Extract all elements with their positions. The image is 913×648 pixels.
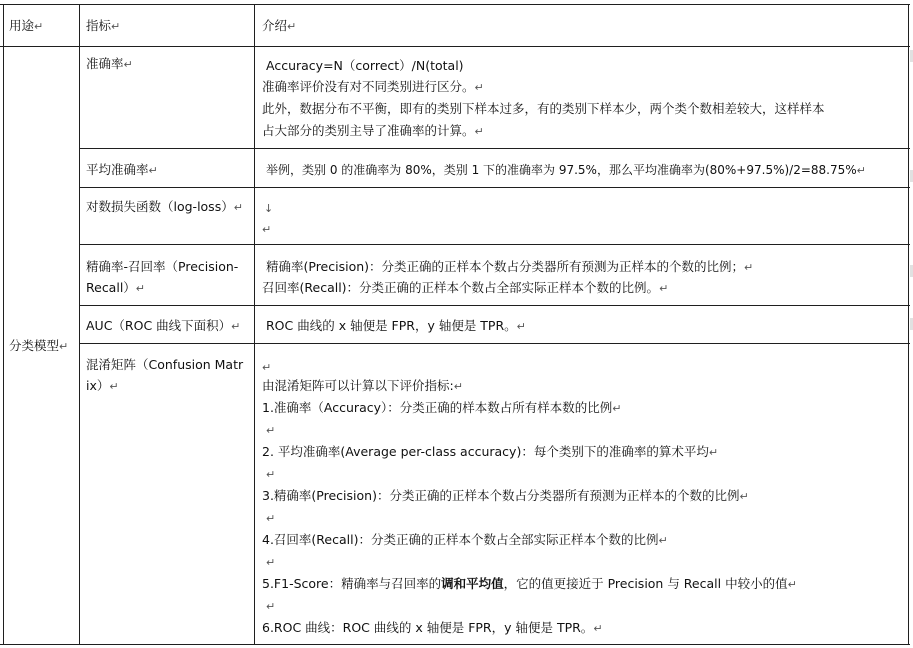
desc-line: 准确率评价没有对不同类别进行区分。↵	[262, 79, 484, 94]
header-metric	[86, 18, 120, 35]
row-border	[79, 244, 910, 245]
desc-line: 3.精确率(Precision)：分类正确的正样本个数占分类器所有预测为正样本的个数的比例↵	[262, 488, 749, 503]
desc-line: 精确率(Precision)：分类正确的正样本个数占分类器所有预测为正样本的个数的比例；↵	[266, 259, 754, 274]
row-border	[79, 187, 910, 188]
empty-paragraph-mark: ↵	[266, 512, 276, 525]
empty-paragraph-mark: ↵	[262, 361, 272, 374]
row-border	[79, 305, 910, 306]
metric-label: 准确率	[86, 56, 124, 71]
paragraph-mark: ↵	[111, 20, 121, 33]
paragraph-mark: ↵	[59, 340, 69, 353]
desc-line: 召回率(Recall)：分类正确的正样本个数占全部实际正样本个数的比例。↵	[262, 280, 669, 295]
metric-cell: 混淆矩阵（Confusion Matr	[86, 357, 244, 372]
row-border	[0, 4, 910, 5]
metric-cell: AUC（ROC 曲线下面积）↵	[86, 318, 241, 333]
header-intro-label: 介绍	[262, 18, 288, 33]
category-label: 分类模型	[9, 338, 60, 353]
metric-cell: 平均准确率↵	[86, 162, 158, 177]
header-usage-label: 用途	[9, 18, 35, 33]
empty-paragraph-mark: ↓	[264, 202, 274, 215]
col-border	[3, 4, 4, 645]
metric-cell: ix）↵	[86, 378, 119, 393]
empty-paragraph-mark: ↵	[266, 468, 276, 481]
row-border	[79, 148, 910, 149]
desc-line: Accuracy=N（correct）/N(total)	[266, 58, 464, 73]
empty-paragraph-mark: ↵	[266, 424, 276, 437]
paragraph-mark: ↵	[287, 20, 297, 33]
desc-line: ROC 曲线的 x 轴便是 FPR，y 轴便是 TPR。↵	[266, 318, 526, 333]
empty-paragraph-mark: ↵	[262, 223, 272, 236]
header-metric-label: 指标	[86, 18, 112, 33]
desc-line: 6.ROC 曲线：ROC 曲线的 x 轴便是 FPR，y 轴便是 TPR。↵	[262, 620, 603, 635]
metric-label: 对数损失函数（log-loss）	[86, 199, 234, 214]
col-border	[254, 4, 255, 645]
desc-line: 1.准确率（Accuracy）：分类正确的样本数占所有样本数的比例↵	[262, 400, 622, 415]
desc-line: 2. 平均准确率(Average per-class accuracy)：每个类别下的准确率的算术平均↵	[262, 444, 719, 459]
desc-line: 4.召回率(Recall)：分类正确的正样本个数占全部实际正样本个数的比例↵	[262, 532, 668, 547]
empty-paragraph-mark: ↵	[266, 600, 276, 613]
metric-cell	[86, 56, 133, 73]
metric-cell: 精确率-召回率（Precision-	[86, 259, 239, 274]
header-usage	[9, 18, 43, 35]
col-border	[908, 4, 909, 645]
paragraph-mark: ↵	[34, 20, 44, 33]
col-border	[79, 4, 80, 645]
desc-line: 举例，类别 0 的准确率为 80%，类别 1 下的准确率为 97.5%，那么平均准确率为(80%+97.5%)/2=88.75%↵	[266, 163, 866, 177]
header-intro	[262, 18, 296, 35]
metric-label: AUC（ROC 曲线下面积）	[86, 318, 232, 333]
metric-cell: 对数损失函数（log-loss）↵	[86, 199, 243, 214]
empty-paragraph-mark: ↵	[266, 556, 276, 569]
metric-label: 平均准确率	[86, 162, 149, 177]
desc-line: 由混淆矩阵可以计算以下评价指标:↵	[262, 378, 463, 393]
desc-line: 占大部分的类别主导了准确率的计算。↵	[262, 123, 484, 138]
desc-line: 5.F1-Score：精确率与召回率的调和平均值，它的值更接近于 Precision 与 Recall 中较小的值↵	[262, 576, 797, 591]
row-border	[0, 644, 910, 645]
desc-line: 此外，数据分布不平衡，即有的类别下样本过多，有的类别下样本少，两个类个数相差较大，这样样本	[262, 101, 825, 116]
row-border	[0, 46, 910, 47]
paragraph-mark: ↵	[123, 58, 133, 71]
bold-term: 调和平均值	[441, 576, 504, 591]
category-cell	[9, 338, 68, 355]
metric-cell: Recall）↵	[86, 280, 146, 295]
row-border	[79, 343, 910, 344]
